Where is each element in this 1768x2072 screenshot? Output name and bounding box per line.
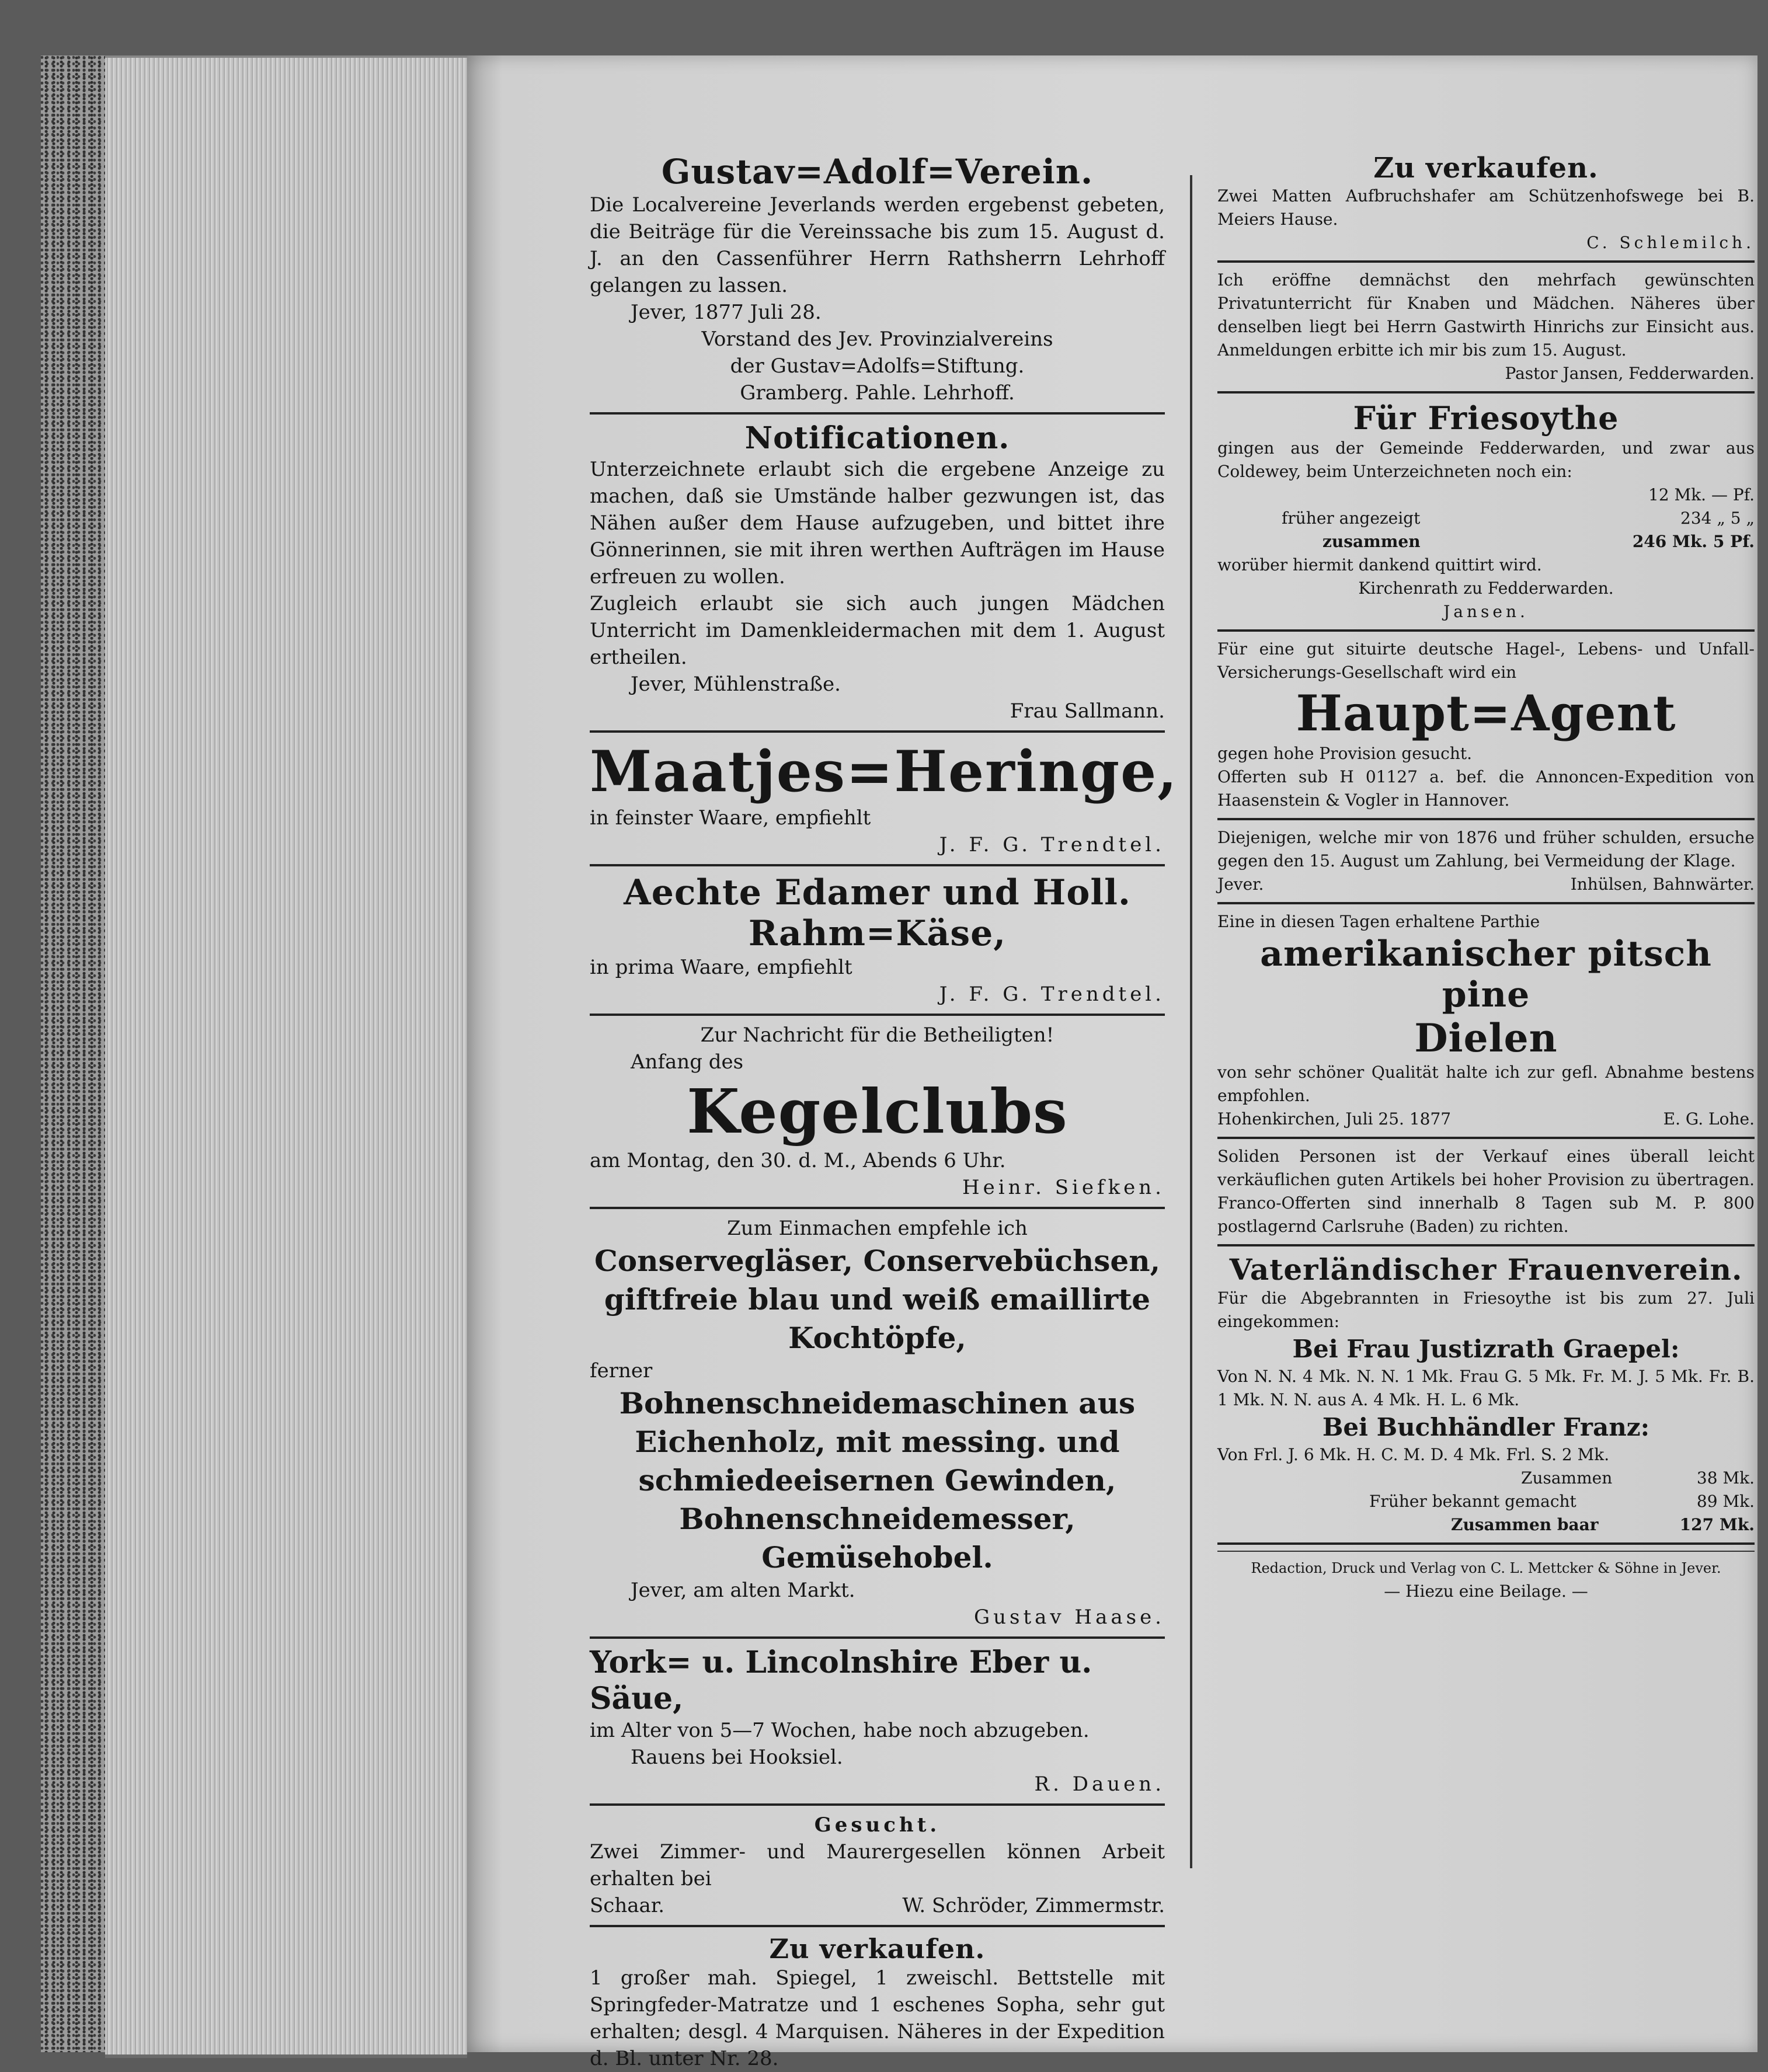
total-row	[1217, 1467, 1755, 1490]
heading: Haupt=Agent	[1296, 684, 1676, 742]
amount: 127 Mk.	[1679, 1515, 1755, 1534]
body: am Montag, den 30. d. M., Abends 6 Uhr.	[590, 1149, 1006, 1172]
body: 1 großer mah. Spiegel, 1 zweischl. Bettstelle mit Springfeder-Matratze und 1 eschenes Sopha, sehr gut erhalten; desgl. 4 Marquisen. Näheres in der Expedition d. Bl. unter Nr. 28.	[590, 1966, 1165, 2070]
ad-dielen	[1217, 910, 1755, 1131]
amount: 12 Mk. — Pf.	[1648, 485, 1755, 504]
heading: amerikanischer pitsch pine	[1260, 934, 1712, 1015]
heading: Conservegläser, Conservebüchsen, giftfreie blau und weiß emaillirte Kochtöpfe,	[594, 1244, 1160, 1355]
ad-haase	[590, 1215, 1165, 1631]
signature: Vorstand des Jev. Provinzialvereins	[701, 328, 1053, 351]
heading: Für Friesoythe	[1353, 399, 1619, 437]
ad-zu-verkaufen-2	[590, 1933, 1165, 2072]
heading: York= u. Lincolnshire Eber u. Säue,	[590, 1645, 1092, 1716]
subheading: Bei Buchhändler Franz:	[1322, 1413, 1650, 1441]
signature: der Gustav=Adolfs=Stiftung.	[730, 354, 1025, 378]
body: Diejenigen, welche mir von 1876 und früher schulden, ersuche gegen den 15. August um Zahlung, bei Vermeidung der Klage.	[1217, 828, 1755, 870]
divider	[1217, 818, 1755, 820]
notice-gustav-adolf	[590, 152, 1165, 406]
divider	[1217, 902, 1755, 904]
amount-row	[1217, 507, 1755, 530]
ad-carlsruhe	[1217, 1145, 1755, 1238]
heading: Bohnenschneidemaschinen aus Eichenholz, mit messing. und schmiedeeisernen Gewinden, Bohnenschneidemesser, Gemüsehobel.	[619, 1386, 1136, 1575]
heading: Gustav=Adolf=Verein.	[661, 152, 1094, 191]
signature: Inhülsen, Bahnwärter.	[1570, 875, 1755, 894]
notice-inhuelsen	[1217, 826, 1755, 896]
place: Hohenkirchen, Juli 25. 1877	[1217, 1109, 1452, 1129]
place: Jever, Mühlenstraße.	[631, 673, 841, 696]
body: Die Localvereine Jeverlands werden ergebenst gebeten, die Beiträge für die Vereinssache bis zum 15. August d. J. an den Cassenführer Herrn Rathsherrn Lehrhoff gelangen zu lassen.	[590, 193, 1165, 297]
body: Von Frl. J. 6 Mk. H. C. M. D. 4 Mk. Frl. S. 2 Mk.	[1217, 1445, 1610, 1464]
place: Jever, am alten Markt.	[631, 1579, 855, 1602]
body: von sehr schöner Qualität halte ich zur gefl. Abnahme bestens empfohlen.	[1217, 1063, 1755, 1105]
body: Zugleich erlaubt sie sich auch jungen Mädchen Unterricht im Damenkleidermachen mit dem 1. August ertheilen.	[590, 592, 1165, 669]
imprint	[1217, 1556, 1755, 1603]
body: Zur Nachricht für die Betheiligten!	[700, 1023, 1054, 1047]
ad-kegelclubs	[590, 1022, 1165, 1201]
ad-zu-verkaufen-1	[1217, 152, 1755, 255]
body: Von N. N. 4 Mk. N. N. 1 Mk. Frau G. 5 Mk. Fr. M. J. 5 Mk. Fr. B. 1 Mk. N. N. aus A. 4 Mk. H. L. 6 Mk.	[1217, 1367, 1755, 1409]
ad-york	[590, 1645, 1165, 1798]
heading: Aechte Edamer und Holl.	[624, 872, 1131, 913]
body: Für die Abgebrannten in Friesoythe ist bis zum 27. Juli eingekommen:	[1217, 1289, 1755, 1331]
left-column	[590, 88, 1178, 2072]
label: früher angezeigt	[1282, 509, 1421, 528]
body: in prima Waare, empfiehlt	[590, 956, 852, 979]
heading: Maatjes=Heringe,	[590, 739, 1178, 805]
divider	[1217, 1137, 1755, 1139]
body: gingen aus der Gemeinde Fedderwarden, und zwar aus Coldewey, beim Unterzeichneten noch ein:	[1217, 438, 1755, 481]
place: Schaar.	[590, 1894, 665, 1917]
body: Soliden Personen ist der Verkauf eines überall leicht verkäuflichen guten Artikels bei hoher Provision zu übertragen. Franco-Offerten sind innerhalb 8 Tagen sub M. P. 800 postlagernd Carlsruhe (Baden) zu richten.	[1217, 1147, 1755, 1236]
label: Zusammen	[1521, 1468, 1613, 1488]
imprint-line: Redaction, Druck und Verlag von C. L. Mettcker & Söhne in Jever.	[1251, 1560, 1721, 1576]
divider	[590, 864, 1165, 866]
divider	[590, 1925, 1165, 1927]
body: worüber hiermit dankend quittirt wird.	[1217, 555, 1542, 574]
divider	[590, 1803, 1165, 1806]
divider	[1217, 260, 1755, 263]
heading: Rahm=Käse,	[748, 913, 1007, 954]
ad-gesucht	[590, 1812, 1165, 1919]
signature: R. Dauen.	[1034, 1772, 1165, 1796]
right-column	[1217, 88, 1755, 1603]
divider	[1217, 1551, 1755, 1552]
divider	[590, 1636, 1165, 1639]
divider	[1217, 1542, 1755, 1545]
book-cover-edge	[41, 55, 109, 2052]
heading: Kegelclubs	[687, 1075, 1068, 1147]
imprint-line: — Hiezu eine Beilage. —	[1384, 1582, 1588, 1601]
signature: C. Schlemilch.	[1586, 233, 1755, 252]
divider	[590, 1014, 1165, 1016]
heading: Zu verkaufen.	[769, 1933, 986, 1965]
heading: Dielen	[1414, 1015, 1558, 1061]
place: Rauens bei Hooksiel.	[631, 1746, 843, 1769]
signature: Gustav Haase.	[973, 1606, 1165, 1629]
divider	[1217, 1244, 1755, 1246]
divider	[590, 1207, 1165, 1209]
label: Früher bekannt gemacht	[1369, 1492, 1576, 1511]
total-row	[1217, 1490, 1755, 1513]
ad-edamer	[590, 872, 1165, 1008]
divider	[1217, 629, 1755, 632]
footer-row	[590, 1892, 1165, 1919]
heading: Vaterländischer Frauenverein.	[1229, 1252, 1743, 1287]
footer-row	[1217, 873, 1755, 896]
body: Anfang des	[631, 1050, 744, 1074]
signature: Pastor Jansen, Fedderwarden.	[1505, 364, 1755, 383]
label: zusammen	[1322, 532, 1421, 551]
divider	[590, 730, 1165, 733]
signature: Jansen.	[1443, 602, 1529, 621]
amount: 38 Mk.	[1696, 1468, 1755, 1488]
signature: E. G. Lohe.	[1663, 1109, 1755, 1129]
ad-maatjes	[590, 739, 1178, 858]
label: Zusammen baar	[1451, 1515, 1599, 1534]
signature: Heinr. Siefken.	[962, 1176, 1165, 1199]
notice-frauenverein	[1217, 1252, 1755, 1537]
body: Offerten sub H 01127 a. bef. die Annoncen-Expedition von Haasenstein & Vogler in Hannover.	[1217, 767, 1755, 810]
notice-notificationen	[590, 420, 1165, 725]
heading: Notificationen.	[744, 420, 1010, 456]
divider	[590, 412, 1165, 415]
notice-jansen	[1217, 269, 1755, 385]
date: Jever, 1877 Juli 28.	[631, 301, 822, 324]
body: Für eine gut situirte deutsche Hagel-, Lebens- und Unfall-Versicherungs-Gesellschaft wird ein	[1217, 639, 1755, 682]
body: ferner	[590, 1359, 653, 1383]
ad-haupt-agent	[1217, 638, 1755, 812]
signature: J. F. G. Trendtel.	[939, 983, 1165, 1006]
divider	[1217, 391, 1755, 393]
signature: Gramberg. Pahle. Lehrhoff.	[740, 381, 1015, 405]
body: Zwei Matten Aufbruchshafer am Schützenhofswege bei B. Meiers Hause.	[1217, 186, 1755, 229]
place: Jever.	[1217, 875, 1264, 894]
notice-friesoythe	[1217, 399, 1755, 624]
signature: J. F. G. Trendtel.	[939, 833, 1165, 856]
page-stack	[105, 55, 467, 2058]
subheading: Bei Frau Justizrath Graepel:	[1292, 1335, 1680, 1363]
body: im Alter von 5—7 Wochen, habe noch abzugeben.	[590, 1719, 1090, 1742]
heading: Zu verkaufen.	[1373, 152, 1599, 184]
signature: Kirchenrath zu Fedderwarden.	[1358, 579, 1614, 598]
body: Zwei Zimmer- und Maurergesellen können Arbeit erhalten bei	[590, 1840, 1165, 1890]
column-divider	[1190, 175, 1192, 1868]
amount: 89 Mk.	[1696, 1492, 1755, 1511]
heading: Gesucht.	[814, 1813, 941, 1837]
amount-row	[1217, 530, 1755, 553]
body: gegen hohe Provision gesucht.	[1217, 744, 1473, 763]
body: Ich eröffne demnächst den mehrfach gewünschten Privatunterricht für Knaben und Mädchen. Näheres über denselben liegt bei Herrn Gastwirth Hinrichs zur Einsicht aus. Anmeldungen erbitte ich mir bis zum 15. August.	[1217, 270, 1755, 360]
body: Eine in diesen Tagen erhaltene Parthie	[1217, 912, 1540, 931]
amount: 246 Mk. 5 Pf.	[1632, 532, 1755, 551]
signature: W. Schröder, Zimmermstr.	[902, 1894, 1165, 1917]
body: Zum Einmachen empfehle ich	[727, 1217, 1028, 1240]
body: in feinster Waare, empfiehlt	[590, 806, 871, 830]
body: Unterzeichnete erlaubt sich die ergebene Anzeige zu machen, daß sie Umstände halber gezwungen ist, das Nähen außer dem Hause aufzugeben, und bittet ihre Gönnerinnen, sie mit ihren werthen Aufträgen im Hause erfreuen zu wollen.	[590, 458, 1165, 588]
total-row	[1217, 1513, 1755, 1537]
signature: Frau Sallmann.	[1010, 699, 1165, 723]
amount: 234 „ 5 „	[1680, 509, 1755, 528]
footer-row	[1217, 1108, 1755, 1131]
